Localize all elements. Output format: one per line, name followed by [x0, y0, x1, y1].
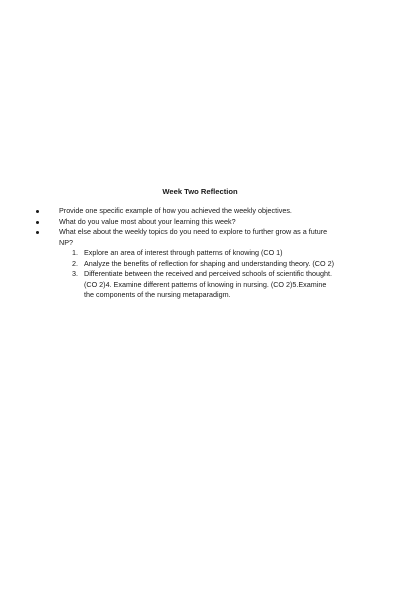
weekly-objectives [59, 248, 334, 301]
bullet-icon [36, 231, 39, 234]
objective-item [59, 259, 334, 270]
list-item-text: What do you value most about your learning this week? [59, 216, 236, 226]
list-item [34, 206, 334, 217]
bullet-icon [36, 210, 39, 213]
objective-text: Analyze the benefits of reflection for shaping and understanding theory. (CO 2) [84, 258, 334, 268]
page-title: Week Two Reflection [162, 187, 238, 196]
bullet-icon [36, 221, 39, 224]
objective-text: Explore an area of interest through patterns of knowing (CO 1) [84, 248, 283, 257]
objective-text: Differentiate between the received and perceived schools of scientific thought. (CO 2)4. Examine different patterns of knowing in nursing. (CO 2)5.Examine the components of the nursing metaparadigm. [84, 269, 332, 299]
list-item [34, 217, 334, 228]
objective-number: 3. [72, 269, 78, 278]
list-item-text: What else about the weekly topics do you need to explore to further grow as a future NP? [59, 227, 328, 247]
objective-number: 2. [72, 258, 78, 268]
list-item [34, 227, 334, 301]
objective-number: 1. [72, 248, 78, 257]
objective-item [59, 269, 334, 301]
objective-item [59, 248, 334, 259]
reflection-questions [34, 206, 334, 301]
list-item-text: Provide one specific example of how you achieved the weekly objectives. [59, 206, 292, 215]
